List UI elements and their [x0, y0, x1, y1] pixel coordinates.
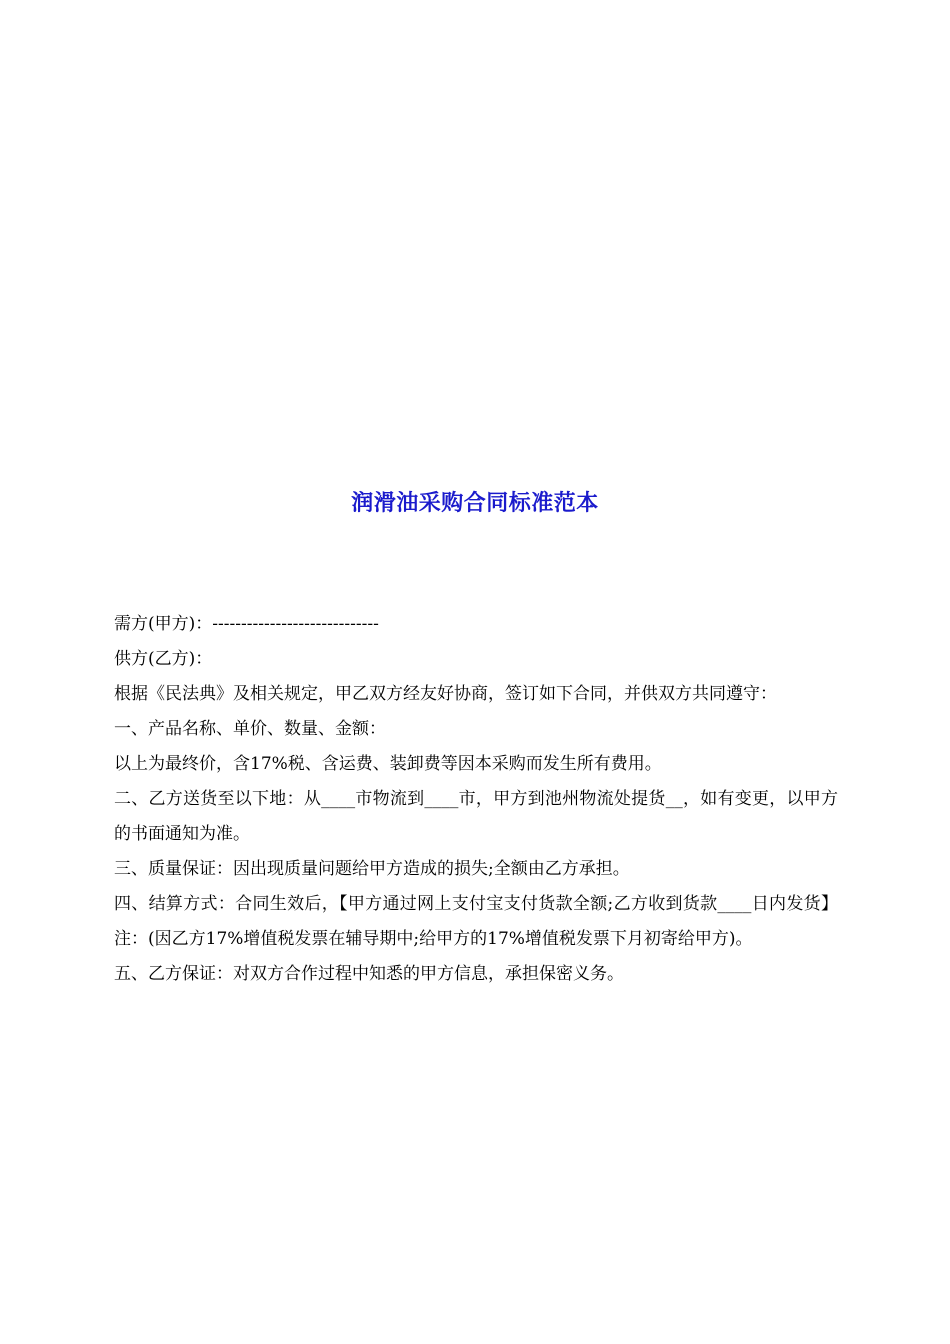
document-body [114, 607, 838, 992]
party-b-line: 供方(乙方)： [114, 649, 213, 669]
preamble-paragraph: 根据《民法典》及相关规定，甲乙双方经友好协商，签订如下合同，并供双方共同遵守： [114, 684, 777, 704]
clause-1-price-note: 以上为最终价，含17%税、含运费、装卸费等因本采购而发生所有费用。 [114, 754, 662, 774]
clause-4-settlement: 四、结算方式：合同生效后，【甲方通过网上支付宝支付货款全额;乙方收到货款____日内发货】注：(因乙方17%增值税发票在辅导期中;给甲方的17%增值税发票下月初寄给甲方)。 [114, 894, 838, 949]
clause-5-confidentiality: 五、乙方保证：对双方合作过程中知悉的甲方信息，承担保密义务。 [114, 964, 624, 984]
document-title: 润滑油采购合同标准范本 [351, 490, 599, 516]
party-a-line: 需方(甲方)：----------------------------- [114, 614, 379, 634]
clause-1-heading: 一、产品名称、单价、数量、金额： [114, 719, 386, 739]
clause-3-quality: 三、质量保证：因出现质量问题给甲方造成的损失;全额由乙方承担。 [114, 859, 630, 879]
clause-2-delivery: 二、乙方送货至以下地：从____市物流到____市，甲方到池州物流处提货__，如有变更，以甲方的书面通知为准。 [114, 789, 838, 844]
